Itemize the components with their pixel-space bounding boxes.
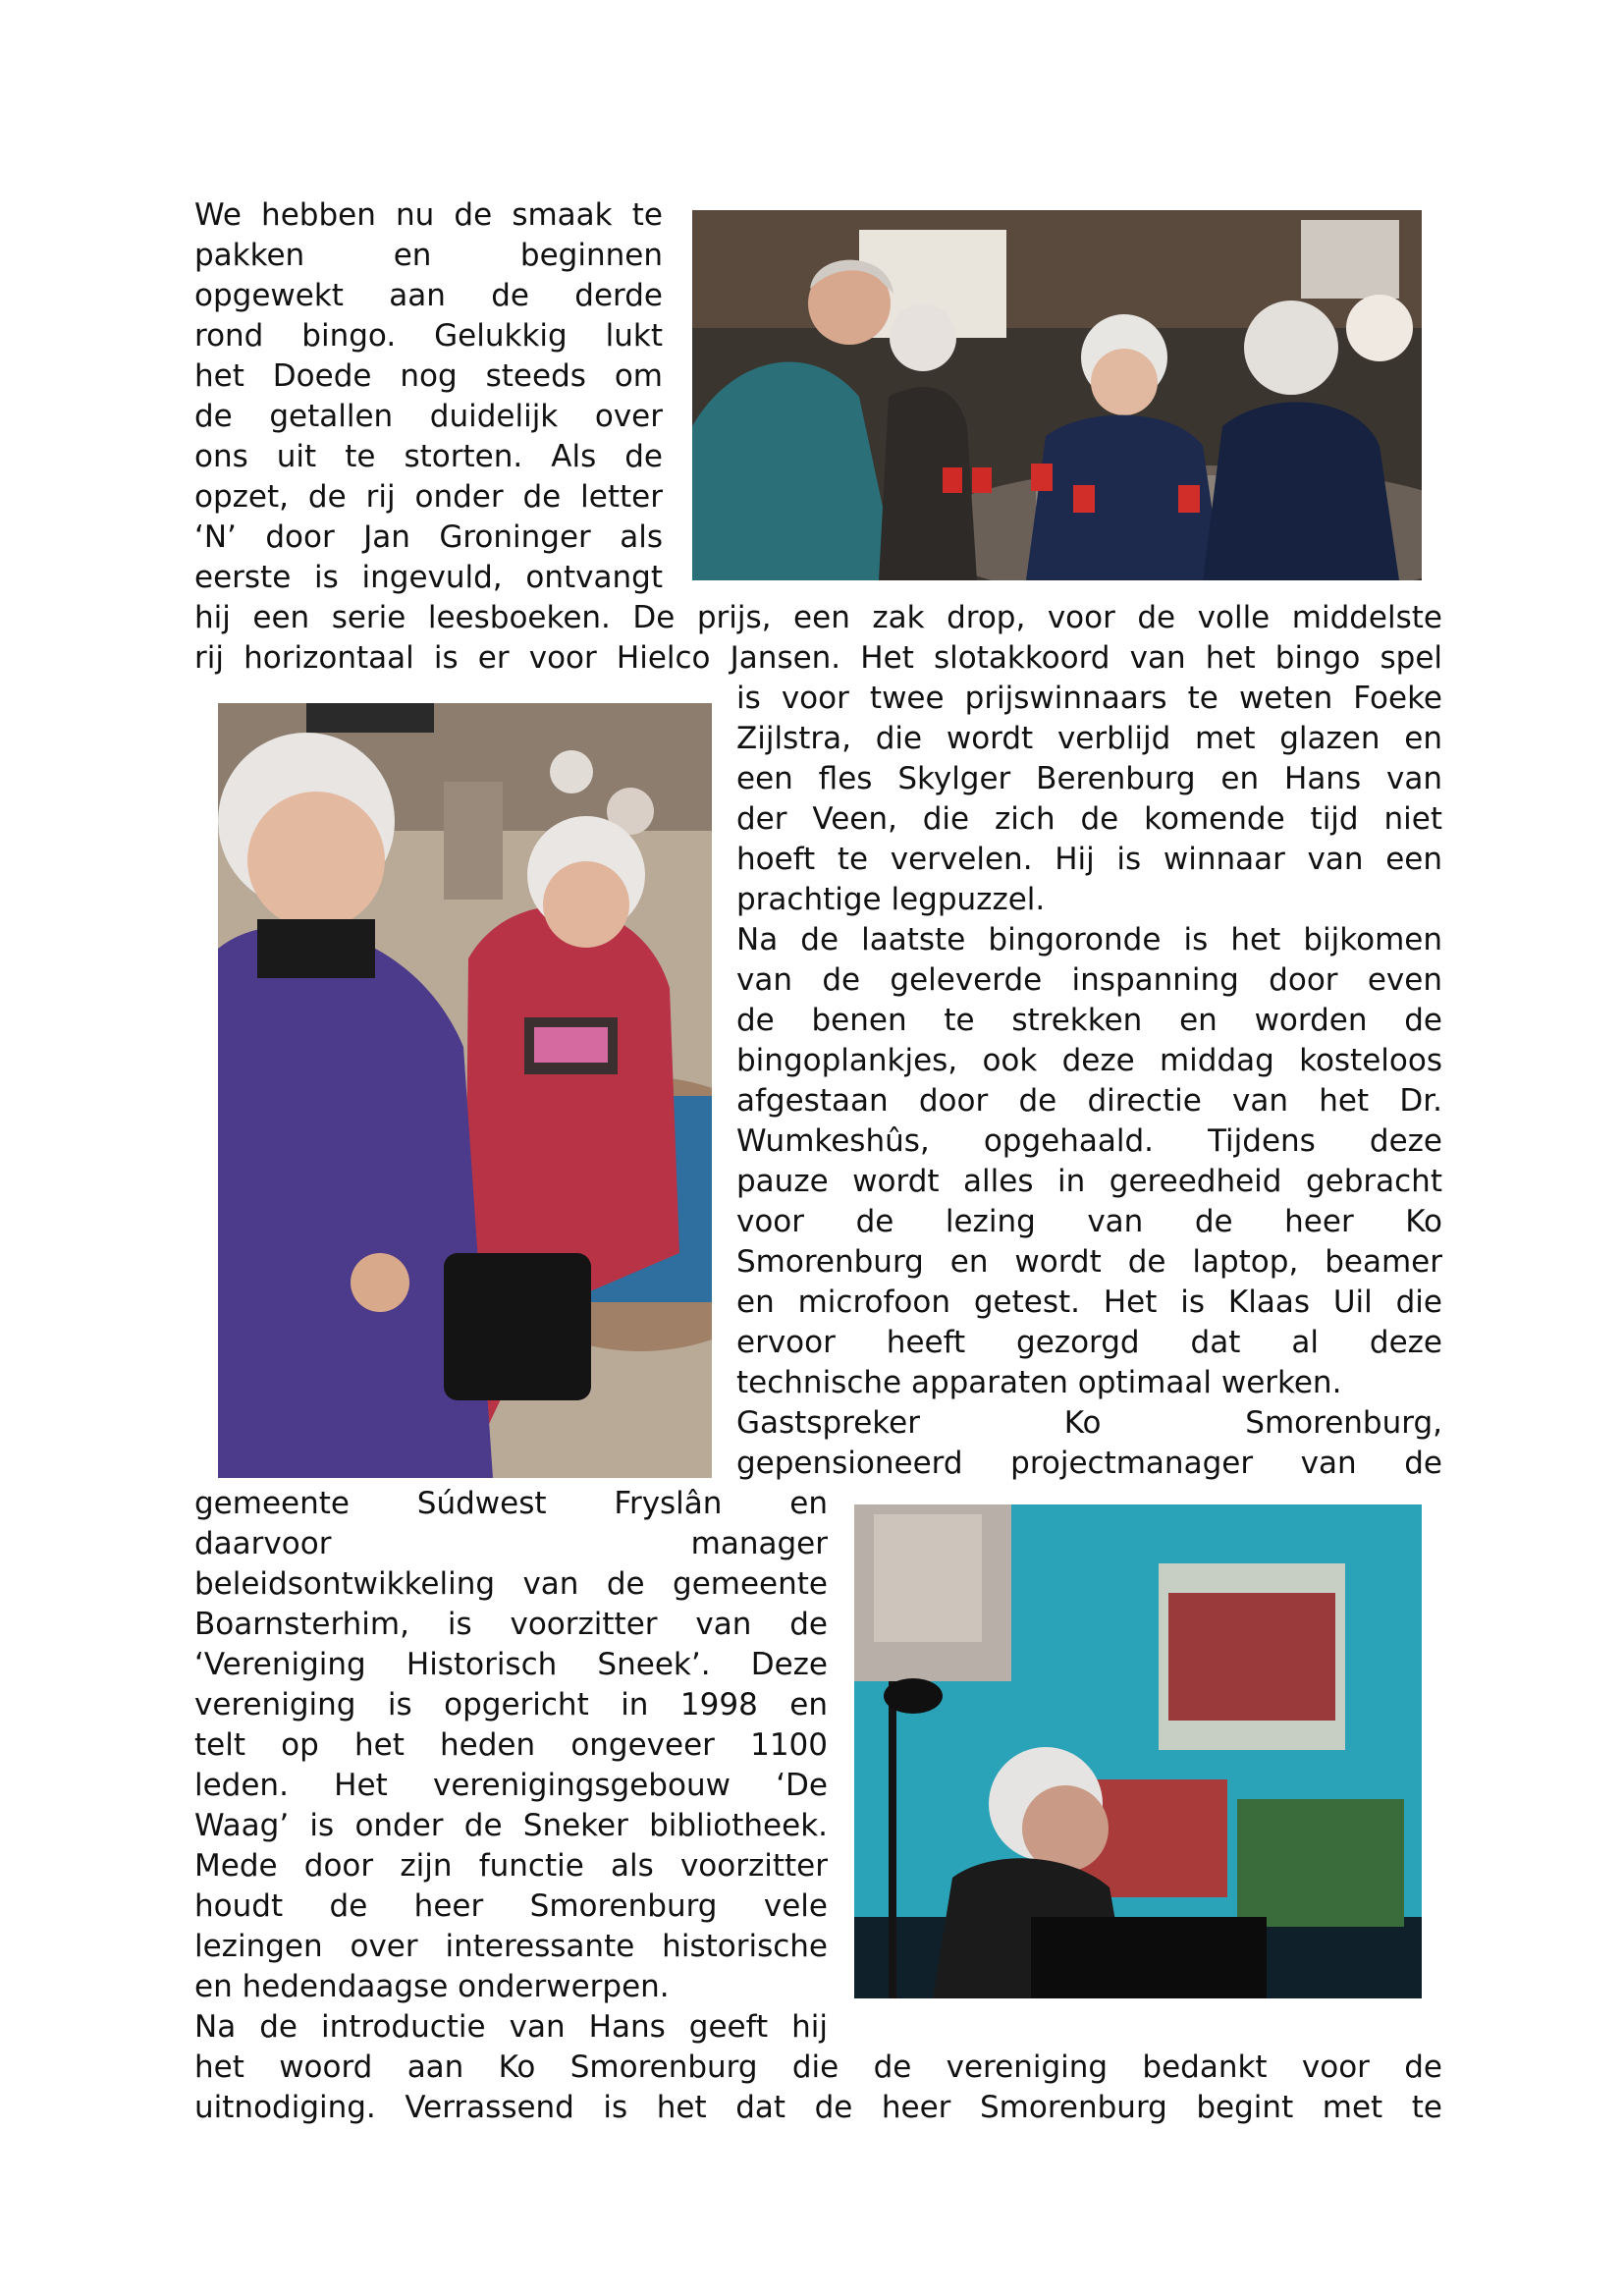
text-line: der Veen, die zich de komende tijd niet [736,801,1442,837]
text-line: de benen te strekken en worden de [736,1003,1442,1038]
text-line: het Doede nog steeds om [194,358,663,394]
text-line: Na de laatste bingoronde is het bijkomen [736,922,1442,957]
photo-speaker-presentation [854,1504,1422,1998]
text-line: Gastspreker Ko Smorenburg, [736,1405,1442,1441]
text-line: en hedendaagse onderwerpen. [194,1969,670,2004]
text-line: gepensioneerd projectmanager van de [736,1446,1442,1481]
text-line: Waag’ is onder de Sneker bibliotheek. [194,1808,828,1843]
text-line: hoeft te vervelen. Hij is winnaar van een [736,842,1442,877]
text-line: uitnodiging. Verrassend is het dat de heer Smorenburg begint met te [194,2090,1442,2125]
text-line: lezingen over interessante historische [194,1929,828,1964]
text-line: de getallen duidelijk over [194,399,663,434]
text-line: eerste is ingevuld, ontvangt [194,560,663,595]
text-line: ons uit te storten. Als de [194,439,663,474]
text-line: ‘Vereniging Historisch Sneek’. Deze [194,1647,828,1682]
text-line: Boarnsterhim, is voorzitter van de [194,1607,828,1642]
text-line: technische apparaten optimaal werken. [736,1365,1342,1400]
text-line: het woord aan Ko Smorenburg die de vereniging bedankt voor de [194,2050,1442,2085]
text-line: leden. Het verenigingsgebouw ‘De [194,1768,828,1803]
text-line: houdt de heer Smorenburg vele [194,1888,828,1924]
text-line: opgewekt aan de derde [194,278,663,313]
text-line: van de geleverde inspanning door even [736,962,1442,998]
text-line: opzet, de rij onder de letter [194,479,663,515]
text-line: gemeente Súdwest Fryslân en [194,1486,828,1521]
text-line: ervoor heeft gezorgd dat al deze [736,1325,1442,1360]
text-line: daarvoor manager [194,1526,828,1561]
text-line: telt op het heden ongeveer 1100 [194,1727,828,1763]
text-line: Smorenburg en wordt de laptop, beamer [736,1244,1442,1280]
text-line: rij horizontaal is er voor Hielco Jansen. Het slotakkoord van het bingo spel [194,640,1442,676]
text-line: Wumkeshûs, opgehaald. Tijdens deze [736,1123,1442,1159]
text-line: Zijlstra, die wordt verblijd met glazen en [736,721,1442,756]
text-line: hij een serie leesboeken. De prijs, een zak drop, voor de volle middelste [194,600,1442,635]
text-line: We hebben nu de smaak te [194,197,663,233]
photo-bingo-players [692,210,1422,580]
text-line: Mede door zijn functie als voorzitter [194,1848,828,1884]
photo-woman-with-prize [218,703,712,1478]
text-line: afgestaan door de directie van het Dr. [736,1083,1442,1119]
text-line: Na de introductie van Hans geeft hij [194,2009,828,2045]
text-line: en microfoon getest. Het is Klaas Uil die [736,1285,1442,1320]
text-line: beleidsontwikkeling van de gemeente [194,1566,828,1602]
text-line: is voor twee prijswinnaars te weten Foeke [736,681,1442,716]
text-line: pauze wordt alles in gereedheid gebracht [736,1164,1442,1199]
text-line: voor de lezing van de heer Ko [736,1204,1442,1239]
text-line: vereniging is opgericht in 1998 en [194,1687,828,1722]
text-line: een fles Skylger Berenburg en Hans van [736,761,1442,796]
text-line: prachtige legpuzzel. [736,882,1046,917]
text-line: ‘N’ door Jan Groninger als [194,519,663,555]
text-line: bingoplankjes, ook deze middag kosteloos [736,1043,1442,1078]
text-line: rond bingo. Gelukkig lukt [194,318,663,354]
text-line: pakken en beginnen [194,238,663,273]
